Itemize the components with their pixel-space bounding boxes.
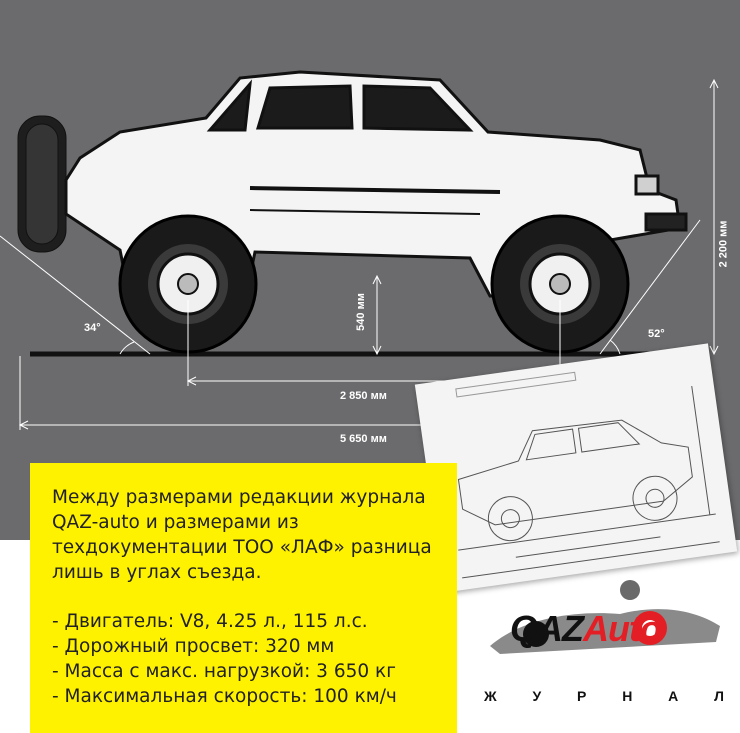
approach-angle-label: 34° — [84, 322, 101, 334]
logo-auto: Auto — [583, 608, 661, 649]
logo-subtitle-letter: У — [532, 688, 542, 704]
logo-subtitle-letter: Р — [577, 688, 587, 704]
spec-item-clearance: - Дорожный просвет: 320 мм — [52, 636, 335, 657]
spec-item-speed: - Максимальная скорость: 100 км/ч — [52, 686, 397, 707]
blueprint-sketch — [415, 343, 737, 592]
intro-paragraph: Между размерами редакции журнала QAZ-auto и размерами из техдокументации ТОО «ЛАФ» разница лишь в углах съезда. — [52, 487, 432, 583]
logo-subtitle-letter: Л — [714, 688, 724, 704]
spec-list — [52, 609, 452, 709]
technical-blueprint-image — [415, 343, 737, 592]
logo-qaz: QAZ — [510, 608, 583, 649]
logo-subtitle — [484, 688, 724, 704]
spec-item-engine: - Двигатель: V8, 4.25 л., 115 л.с. — [52, 611, 368, 632]
length-dimension-label: 5 650 мм — [340, 433, 387, 445]
logo-wordmark — [510, 608, 661, 650]
wheelbase-dimension-label: 2 850 мм — [340, 390, 387, 402]
logo-subtitle-letter: А — [668, 688, 679, 704]
height-dimension-label: 2 200 мм — [717, 220, 730, 268]
spare-wheel — [18, 116, 66, 252]
logo-subtitle-letter: Ж — [484, 688, 497, 704]
info-text — [52, 485, 452, 709]
spec-item-mass: - Масса с макс. нагрузкой: 3 650 кг — [52, 661, 396, 682]
departure-angle-label: 52° — [648, 328, 665, 340]
logo-subtitle-letter: Н — [622, 688, 633, 704]
info-box — [30, 463, 457, 733]
clearance-dimension-label: 540 мм — [354, 293, 367, 331]
qazauto-logo — [480, 570, 730, 690]
